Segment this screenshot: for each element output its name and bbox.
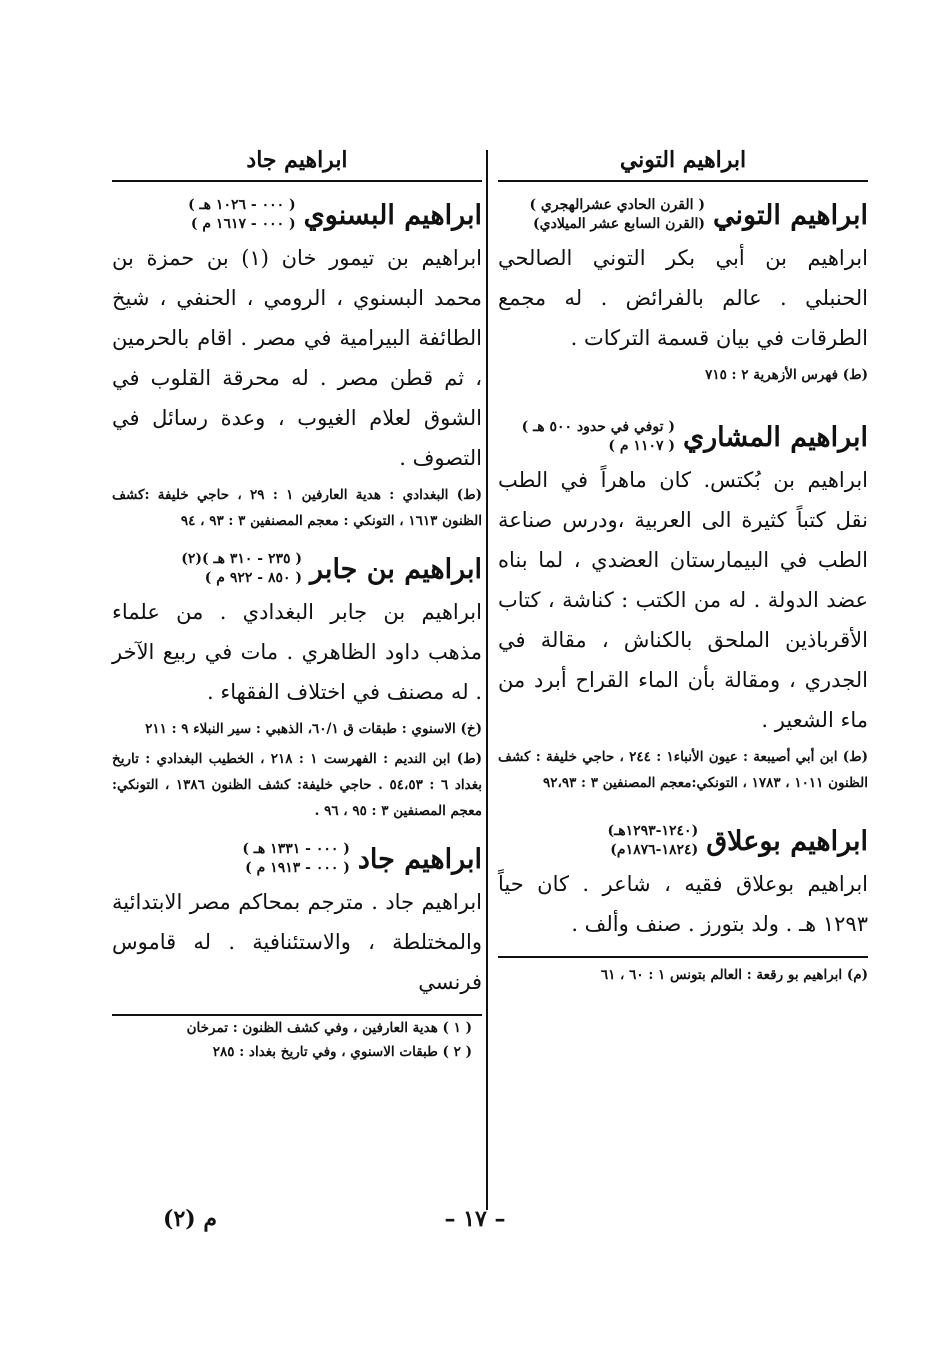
entry-name: ابراهيم بن جابر <box>310 553 482 585</box>
footnote-1: ( ١ ) هدية العارفين ، وفي كشف الظنون : تمرخان <box>186 1020 472 1036</box>
date-gregorian: ( ٨٥٠ - ٩٢٢ م ) <box>204 570 303 586</box>
entry-heading <box>498 822 868 860</box>
date-gregorian: ( ٠٠٠ - ١٩١٣ م ) <box>245 860 350 876</box>
entry-dates <box>607 822 698 860</box>
running-header-left: ابراهيم جاد <box>112 140 482 182</box>
signature-mark: م (٢) <box>163 1206 217 1232</box>
entry-dates <box>188 196 296 234</box>
entry-dates <box>181 550 302 588</box>
entry-name: ابراهيم البسنوي <box>303 199 482 231</box>
entry-dates <box>242 840 350 878</box>
entry-ibrahim-almashari <box>498 418 868 796</box>
left-column <box>112 140 482 1064</box>
date-hijri: ( توفي في حدود ٥٠٠ هـ ) <box>521 419 675 435</box>
date-hijri: ( ٠٠٠ - ١٠٢٦ هـ ) <box>188 197 296 213</box>
date-gregorian: (القرن السابع عشر الميلادي) <box>533 216 705 232</box>
entry-name: ابراهيم المشاري <box>683 421 868 453</box>
entry-sources-printed: (ط) ابن النديم : الفهرست ١ : ٢١٨ ، الخطيب البغدادي : تاريخ بغداد ٦ : ٥٤،٥٣ . حاجي خليفة: كشف الظنون ١٣٨٦ ، التونكي: معجم المصنفين ٣ : ٩٥ ، ٩٦ . <box>112 751 482 819</box>
entry-ibrahim-albosnawi <box>112 196 482 534</box>
entry-heading <box>112 840 482 878</box>
right-column <box>498 140 868 988</box>
page-number: – ١٧ – <box>444 1206 506 1232</box>
entry-heading <box>498 196 868 234</box>
footnote-rule <box>498 956 868 958</box>
footnote-2: ( ٢ ) طبقات الاسنوي ، وفي تاريخ بغداد : ٢٨٥ <box>212 1044 472 1060</box>
entry-body: ابراهيم بن بُكتس. كان ماهراً في الطب نقل كتباً كثيرة الى العربية ،ودرس صناعة الطب في البيمارستان العضدي ، لما بناه عضد الدولة . له من الكتب : كناشة ، كتاب الأقرباذين الملحق بالكناش ، مقالة في الجدري ، ومقالة بأن الماء القراح أبرد من ماء الشعير . <box>498 468 868 732</box>
entry-dates <box>522 418 675 456</box>
entry-body: ابراهيم بوعلاق فقيه ، شاعر . كان حياً ١٢٩٣ هـ . ولد بتورز . صنف وألف . <box>498 872 868 936</box>
entry-body: ابراهيم جاد . مترجم بمحاكم مصر الابتدائية والمختلطة ، والاستئنافية . له قاموس فرنسي <box>112 890 482 994</box>
entry-ibrahim-ibn-jabir <box>112 550 482 824</box>
date-hijri: ( القرن الحادي عشرالهجري ) <box>529 197 705 213</box>
entry-name: ابراهيم بوعلاق <box>706 825 868 857</box>
entry-name: ابراهيم التوني <box>712 199 868 231</box>
entry-heading <box>112 196 482 234</box>
date-hijri: ( ٢٣٥ - ٣١٠ هـ )(٢) <box>181 551 303 567</box>
entry-sources: (ط) ابن أبي أصيبعة : عيون الأنباء١ : ٢٤٤ ، حاجي خليفة : كشف الظنون ١٠١١ ، ١٧٨٣ ، التونكي:معجم المصنفين ٣ : ٩٢،٩٣ <box>498 749 869 791</box>
running-header-right: ابراهيم التوني <box>498 140 868 182</box>
entry-body: ابراهيم بن جابر البغدادي . من علماء مذهب داود الظاهري . مات في ربيع الآخر . له مصنف في اختلاف الفقهاء . <box>112 600 482 704</box>
entry-ibrahim-bualaq <box>498 822 868 988</box>
column-divider <box>486 150 488 1210</box>
entry-heading <box>112 550 482 588</box>
entry-ibrahim-altuni <box>498 196 868 388</box>
date-hijri: (١٢٤٠-١٢٩٣هـ) <box>607 823 699 839</box>
entry-name: ابراهيم جاد <box>357 843 482 875</box>
date-gregorian: ( ٠٠٠ - ١٦١٧ م ) <box>190 216 296 232</box>
entry-body: ابراهيم بن تيمور خان (١) بن حمزة بن محمد البسنوي ، الرومي ، الحنفي ، شيخ الطائفة البيرامية في مصر . اقام بالحرمين ، ثم قطن مصر . له محرقة القلوب في الشوق لعلام الغيوب ، وعدة رسائل في التصوف . <box>112 246 483 470</box>
entry-heading <box>498 418 868 456</box>
entry-sources: (م) ابراهيم بو رقعة : العالم بتونس ١ : ٦٠ ، ٦١ <box>600 967 868 983</box>
date-hijri: ( ٠٠٠ - ١٣٣١ هـ ) <box>242 841 350 857</box>
date-gregorian: (١٨٢٤-١٨٧٦م) <box>610 842 699 858</box>
entry-sources: (ط) فهرس الأزهرية ٢ : ٧١٥ <box>705 367 868 383</box>
entry-ibrahim-jad <box>112 840 482 1064</box>
entry-body: ابراهيم بن أبي بكر التوني الصالحي الحنبلي . عالم بالفرائض . له مجمع الطرقات في بيان قسمة التركات . <box>498 246 868 350</box>
entry-sources: (ط) البغدادي : هدية العارفين ١ : ٢٩ ، حاجي خليفة :كشف الظنون ١٦١٣ ، التونكي : معجم المصنفين ٣ : ٩٣ ، ٩٤ <box>112 487 482 529</box>
entry-dates <box>529 196 705 234</box>
date-gregorian: ( ١١٠٧ م ) <box>608 438 675 454</box>
entry-sources-manuscript: (خ) الاسنوي : طبقات ق ٦٠/١، الذهبي : سير النبلاء ٩ : ٢١١ <box>145 721 482 737</box>
